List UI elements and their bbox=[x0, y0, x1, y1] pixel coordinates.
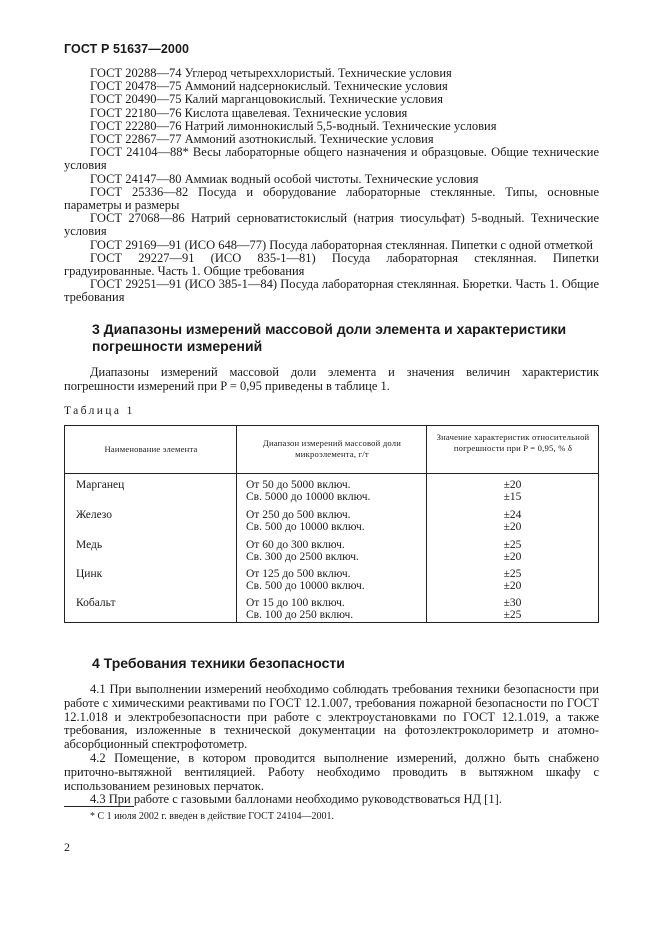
table-cell-error: ±20 bbox=[503, 551, 522, 563]
footnote-separator bbox=[64, 806, 134, 807]
table-cell-range: Св. 500 до 10000 включ. bbox=[246, 580, 365, 592]
reference-item: ГОСТ 20288—74 Углерод четыреххлористый. Технические условия bbox=[90, 66, 452, 80]
table-cell-error: ±30 bbox=[503, 597, 522, 609]
table-cell-error: ±15 bbox=[503, 491, 522, 503]
table-header-element: Наименование элемента bbox=[104, 444, 198, 454]
table-cell-range: Св. 5000 до 10000 включ. bbox=[246, 491, 371, 503]
reference-item: ГОСТ 20478—75 Аммоний надсернокислый. Технические условия bbox=[90, 79, 448, 94]
table-cell-range: Св. 500 до 10000 включ. bbox=[246, 521, 365, 533]
table-cell-range: От 250 до 500 включ. bbox=[246, 509, 351, 521]
table-cell-element: Медь bbox=[76, 539, 103, 551]
table-1 bbox=[64, 425, 599, 623]
reference-item: ГОСТ 24104—88* Весы лабораторные общего назначения и образцовые. Общие технические условия bbox=[64, 145, 599, 173]
table-cell-range: От 50 до 5000 включ. bbox=[246, 479, 351, 491]
table-cell-element: Кобальт bbox=[76, 597, 116, 609]
table-header-error: Значение характеристик относительной погрешности при P = 0,95, % δ bbox=[436, 432, 590, 453]
reference-item: ГОСТ 29227—91 (ИСО 835-1—81) Посуда лабораторная стеклянная. Пипетки градуированные. Часть 1. Общие требования bbox=[64, 250, 599, 279]
table-cell-range: От 15 до 100 включ. bbox=[246, 597, 345, 609]
table-cell-element: Железо bbox=[76, 509, 113, 521]
page-number: 2 bbox=[64, 840, 70, 854]
table-cell-element: Цинк bbox=[76, 568, 103, 580]
table-cell-error: ±24 bbox=[503, 509, 522, 521]
section-4-body bbox=[64, 683, 599, 807]
table-header-range: Диапазон измерений массовой доли микроэлемента, г/т bbox=[262, 438, 402, 459]
table-caption: Таблица 1 bbox=[64, 405, 135, 417]
table-cell-range: Св. 300 до 2500 включ. bbox=[246, 551, 359, 563]
footnote: * С 1 июля 2002 г. введен в действие ГОСТ 24104—2001. bbox=[90, 811, 334, 822]
reference-item: ГОСТ 20490—75 Калий марганцовокислый. Технические условия bbox=[90, 92, 443, 107]
reference-item: ГОСТ 27068—86 Натрий серноватистокислый (натрия тиосульфат) 5-водный. Технические условия bbox=[64, 211, 599, 239]
paragraph-4-2: 4.2 Помещение, в котором проводится выполнение измерений, должно быть снабжено приточно-вытяжной вентиляцией. Работу необходимо проводить в вытяжном шкафу с использованием резиновых перчаток. bbox=[64, 750, 599, 793]
reference-item: ГОСТ 29251—91 (ИСО 385-1—84) Посуда лабораторная стеклянная. Бюретки. Часть 1. Общие требования bbox=[64, 277, 599, 305]
section-3-paragraph: Диапазоны измерений массовой доли элемента и значения величин характеристик погрешности измерений при P = 0,95 приведены в таблице 1. bbox=[64, 365, 599, 393]
section-4-heading: 4 Требования техники безопасности bbox=[92, 655, 345, 671]
reference-item: ГОСТ 29169—91 (ИСО 648—77) Посуда лабораторная стеклянная. Пипетки с одной отметкой bbox=[90, 237, 593, 252]
table-cell-error: ±25 bbox=[503, 568, 522, 580]
table-cell-error: ±25 bbox=[503, 539, 522, 551]
reference-item: ГОСТ 22180—76 Кислота щавелевая. Технические условия bbox=[90, 105, 408, 120]
table-cell-error: ±20 bbox=[503, 479, 522, 491]
table-cell-error: ±25 bbox=[503, 609, 522, 621]
table-cell-range: От 125 до 500 включ. bbox=[246, 568, 351, 580]
table-cell-range: Св. 100 до 250 включ. bbox=[246, 609, 354, 621]
reference-item: ГОСТ 24147—80 Аммиак водный особой чистоты. Технические условия bbox=[90, 171, 479, 186]
normative-references-list bbox=[64, 67, 599, 305]
table-cell-element: Марганец bbox=[76, 479, 125, 491]
table-cell-range: От 60 до 300 включ. bbox=[246, 539, 345, 551]
reference-item: ГОСТ 25336—82 Посуда и оборудование лабораторные стеклянные. Типы, основные параметры и размеры bbox=[64, 184, 599, 213]
document-header: ГОСТ Р 51637—2000 bbox=[64, 42, 190, 56]
table-cell-error: ±20 bbox=[503, 521, 522, 533]
paragraph-4-1: 4.1 При выполнении измерений необходимо соблюдать требования техники безопасности при работе с химическими реактивами по ГОСТ 12.1.007, требования пожарной безопасности по ГОСТ 12.1.018 и электробезопасности при работе с электроустановками по ГОСТ 12.1.019, а также требования, изложенные в технической документации на фотоэлектроколориметр и атомно-абсорбционный спектрофотометр. bbox=[64, 682, 599, 752]
paragraph-4-3: 4.3 При работе с газовыми баллонами необходимо руководствоваться НД [1]. bbox=[90, 792, 502, 807]
section-3-heading: 3 Диапазоны измерений массовой доли элемента и характеристики погрешности измерений bbox=[92, 321, 567, 354]
reference-item: ГОСТ 22867—77 Аммоний азотнокислый. Технические условия bbox=[90, 132, 434, 147]
table-header-divider bbox=[64, 473, 599, 474]
table-column-divider bbox=[236, 425, 237, 623]
reference-item: ГОСТ 22280—76 Натрий лимоннокислый 5,5-водный. Технические условия bbox=[90, 118, 497, 133]
table-cell-error: ±20 bbox=[503, 580, 522, 592]
